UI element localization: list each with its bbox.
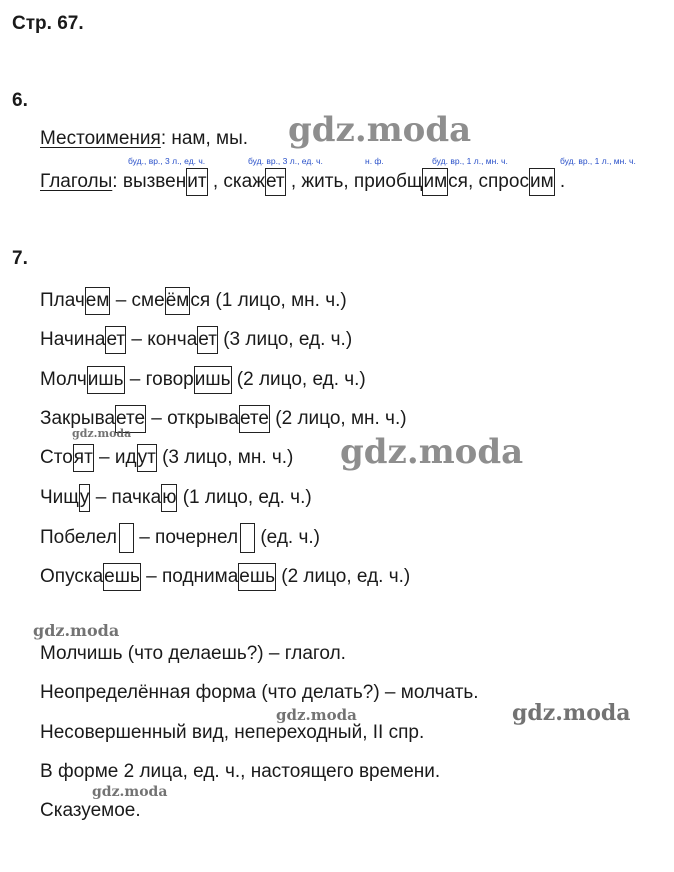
watermark: gdz.moda — [92, 784, 168, 800]
ending-box: ете — [239, 405, 270, 433]
ending-box: ём — [165, 287, 191, 315]
note-2: буд. вр., 3 л., ед. ч. — [248, 156, 323, 166]
ending-box: ет — [197, 326, 218, 354]
empty-ending-box — [119, 523, 134, 553]
analysis-line: Неопределённая форма (что делать?) – молчать. — [40, 682, 479, 703]
verbs-label: Глаголы — [40, 171, 113, 192]
verb-pair-row: Стоят – идут (3 лицо, мн. ч.) — [40, 444, 293, 472]
pronouns-text: : нам, мы. — [160, 128, 249, 149]
ending-box: ете — [115, 405, 146, 433]
pronouns-line — [40, 128, 248, 150]
ending-box: ит — [186, 168, 207, 196]
analysis-line: Молчишь (что делаешь?) – глагол. — [40, 643, 346, 664]
verb-pair-row: Чищу – пачкаю (1 лицо, ед. ч.) — [40, 484, 312, 512]
task-6-number: 6. — [12, 90, 28, 111]
verb-pair-row: Опускаешь – поднимаешь (2 лицо, ед. ч.) — [40, 563, 410, 591]
ending-box: ет — [265, 168, 286, 196]
watermark: gdz.moda — [340, 432, 524, 472]
watermark: gdz.moda — [512, 700, 631, 726]
watermark: gdz.moda — [33, 621, 120, 640]
watermark: gdz.moda — [288, 110, 472, 150]
ending-box: ишь — [194, 366, 232, 394]
analysis-line: Сказуемое. — [40, 800, 141, 821]
pronouns-label: Местоимения — [40, 128, 161, 149]
note-4: буд. вр., 1 л., мн. ч. — [432, 156, 508, 166]
analysis-line: В форме 2 лица, ед. ч., настоящего времени. — [40, 761, 441, 782]
ending-box: ешь — [103, 563, 141, 591]
ending-box: им — [422, 168, 448, 196]
note-3: н. ф. — [365, 156, 384, 166]
ending-box: ишь — [87, 366, 125, 394]
verb-pair-row: Закрываете – открываете (2 лицо, мн. ч.) — [40, 405, 407, 433]
note-5: буд. вр., 1 л., мн. ч. — [560, 156, 636, 166]
ending-box: ю — [161, 484, 177, 512]
verb-pair-row: Начинает – кончает (3 лицо, ед. ч.) — [40, 326, 352, 354]
page-title: Стр. 67. — [12, 13, 84, 34]
ending-box: им — [529, 168, 555, 196]
note-1: буд., вр., 3 л., ед. ч. — [128, 156, 206, 166]
ending-box: у — [79, 484, 91, 512]
empty-ending-box — [240, 523, 255, 553]
verb-pair-row: Побелел – почернел (ед. ч.) — [40, 523, 320, 553]
task-7-number: 7. — [12, 248, 28, 269]
watermark: gdz.moda — [276, 706, 357, 724]
verbs-line: Глаголы: вызвенит , скажет , жить, приобщимся, спросим . — [40, 168, 565, 196]
ending-box: ешь — [238, 563, 276, 591]
ending-box: ят — [73, 444, 94, 472]
ending-box: ем — [85, 287, 111, 315]
analysis-line: Несовершенный вид, непереходный, II спр. — [40, 722, 425, 743]
ending-box: ут — [137, 444, 157, 472]
watermark: gdz.moda — [72, 427, 132, 440]
verb-pair-row: Молчишь – говоришь (2 лицо, ед. ч.) — [40, 366, 366, 394]
ending-box: ет — [105, 326, 126, 354]
verb-pair-row: Плачем – смеёмся (1 лицо, мн. ч.) — [40, 287, 347, 315]
